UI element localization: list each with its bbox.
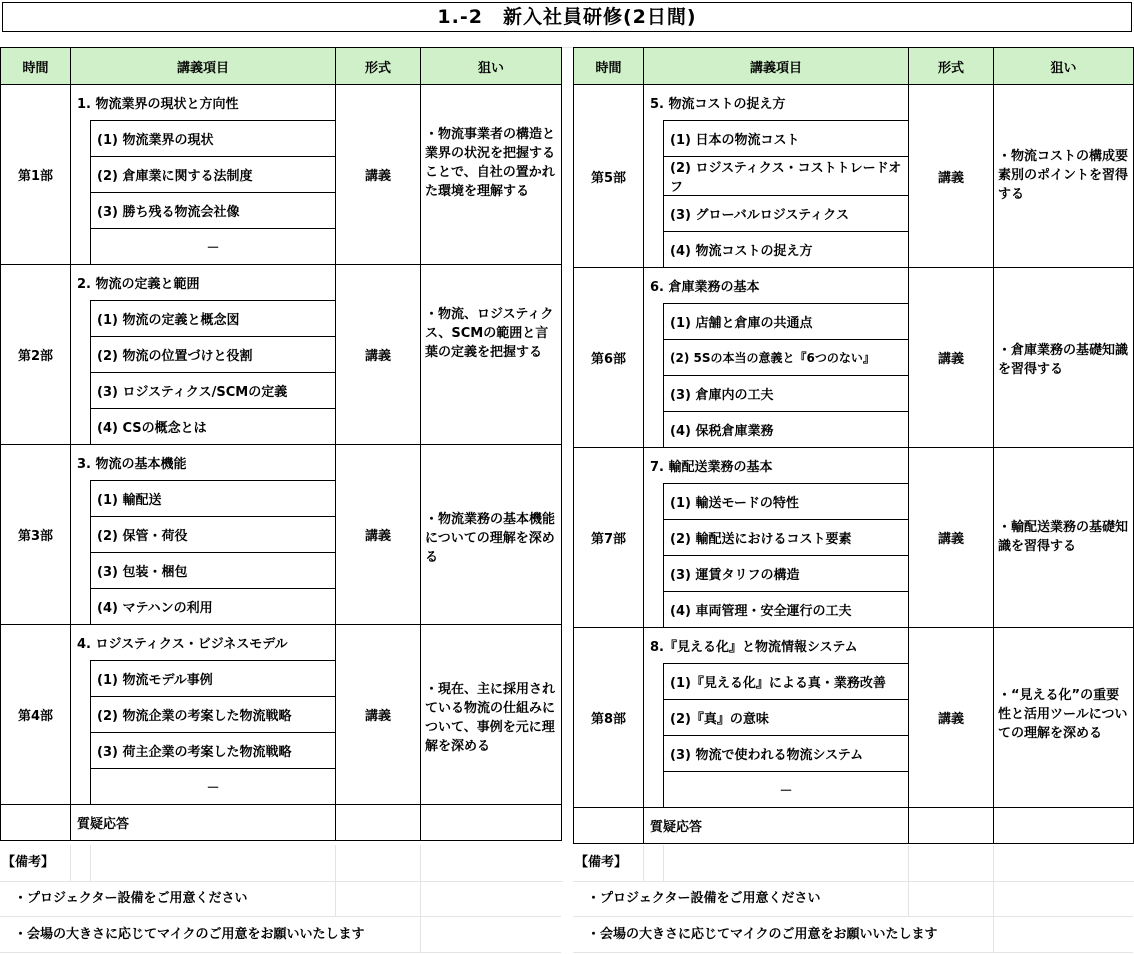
sub-item: (1) 輸配送 xyxy=(91,481,336,517)
sub-item: (3) 包装・梱包 xyxy=(91,553,336,589)
sub-item: (1) 物流の定義と概念図 xyxy=(91,301,336,337)
section-row xyxy=(1,85,562,121)
session-part: 第3部 xyxy=(1,445,71,625)
format-cell: 講義 xyxy=(909,85,994,268)
sub-item: (2) 保管・荷役 xyxy=(91,517,336,553)
schedule-table-right xyxy=(573,47,1134,844)
session-part: 第8部 xyxy=(574,628,644,808)
goal-cell xyxy=(421,85,562,265)
goal-text: ・輸配送業務の基礎知識を習得する xyxy=(998,520,1129,554)
section-title: 2. 物流の定義と範囲 xyxy=(71,265,336,301)
header-topic: 講義項目 xyxy=(71,48,336,85)
section-row xyxy=(1,445,562,481)
session-part: 第6部 xyxy=(574,268,644,448)
section-row xyxy=(574,628,1134,664)
notes-right xyxy=(573,845,1133,953)
header-row xyxy=(574,48,1134,85)
session-part: 第5部 xyxy=(574,85,644,268)
goal-text: ・“見える化”の重要性と活用ツールについての理解を深める xyxy=(998,688,1128,741)
header-goal: 狙い xyxy=(994,48,1134,85)
goal-text: ・現在、主に採用されている物流の仕組みについて、事例を元に理解を深める xyxy=(425,682,556,754)
note-line: ・会場の大きさに応じてマイクのご用意をお願いいたします xyxy=(573,917,1133,953)
sub-item: － xyxy=(664,772,909,808)
header-goal: 狙い xyxy=(421,48,562,85)
section-title: 5. 物流コストの捉え方 xyxy=(644,85,909,121)
sub-item: (1) 日本の物流コスト xyxy=(664,121,909,157)
goal-cell xyxy=(421,445,562,625)
section-title: 7. 輸配送業務の基本 xyxy=(644,448,909,484)
format-cell: 講義 xyxy=(336,85,421,265)
goal-cell xyxy=(421,265,562,445)
page-title: 1.-2 新入社員研修(2日間) xyxy=(2,2,1132,32)
spacer-row xyxy=(0,31,1134,48)
sub-item: － xyxy=(91,229,336,265)
goal-text: ・物流事業者の構造と業界の状況を把握することで、自社の置かれた環境を理解する xyxy=(425,127,556,199)
section-row xyxy=(574,85,1134,121)
sub-item: (1) 物流モデル事例 xyxy=(91,661,336,697)
sub-item: (2) 5Sの本当の意義と『6つのない』 xyxy=(664,340,909,376)
sub-item: (2) 物流の位置づけと役割 xyxy=(91,337,336,373)
goal-cell xyxy=(994,268,1134,448)
goal-text: ・倉庫業務の基礎知識を習得する xyxy=(998,343,1129,377)
sub-item: (1)『見える化』による真・業務改善 xyxy=(664,664,909,700)
session-part: 第7部 xyxy=(574,448,644,628)
sub-item: (3) 荷主企業の考案した物流戦略 xyxy=(91,733,336,769)
sub-item: (3) グローバルロジスティクス xyxy=(664,196,909,232)
header-row xyxy=(1,48,562,85)
note-line: ・プロジェクター設備をご用意ください xyxy=(0,881,561,917)
section-title: 3. 物流の基本機能 xyxy=(71,445,336,481)
format-cell: 講義 xyxy=(336,445,421,625)
format-cell: 講義 xyxy=(336,625,421,805)
sub-item: (4) 物流コストの捉え方 xyxy=(664,232,909,268)
goal-cell xyxy=(994,448,1134,628)
goal-text: ・物流業務の基本機能についての理解を深める xyxy=(425,512,556,565)
format-cell: 講義 xyxy=(336,265,421,445)
sub-item: － xyxy=(91,769,336,805)
session-part: 第1部 xyxy=(1,85,71,265)
sub-item: (4) CSの概念とは xyxy=(91,409,336,445)
goal-cell xyxy=(994,85,1134,268)
notes-left xyxy=(0,845,561,953)
header-time: 時間 xyxy=(574,48,644,85)
sub-item: (2) 倉庫業に関する法制度 xyxy=(91,157,336,193)
goal-text: ・物流コストの構成要素別のポイントを習得する xyxy=(998,149,1129,202)
sub-item: (4) マテハンの利用 xyxy=(91,589,336,625)
section-title: 1. 物流業界の現状と方向性 xyxy=(71,85,336,121)
sub-item: (1) 輸送モードの特性 xyxy=(664,484,909,520)
section-row xyxy=(1,265,562,301)
qa-label: 質疑応答 xyxy=(644,808,909,844)
note-line: ・プロジェクター設備をご用意ください xyxy=(573,881,1133,917)
section-title: 4. ロジスティクス・ビジネスモデル xyxy=(71,625,336,661)
header-format: 形式 xyxy=(909,48,994,85)
sub-item: (4) 車両管理・安全運行の工夫 xyxy=(664,592,909,628)
header-time: 時間 xyxy=(1,48,71,85)
header-topic: 講義項目 xyxy=(644,48,909,85)
sub-item: (2)『真』の意味 xyxy=(664,700,909,736)
section-title: 8.『見える化』と物流情報システム xyxy=(644,628,909,664)
section-row xyxy=(574,448,1134,484)
note-line: ・会場の大きさに応じてマイクのご用意をお願いいたします xyxy=(0,917,561,953)
qa-row xyxy=(574,808,1134,844)
sub-item: (2) ロジスティクス・コストトレードオフ xyxy=(664,157,909,196)
sub-item: (3) ロジスティクス/SCMの定義 xyxy=(91,373,336,409)
section-title: 6. 倉庫業務の基本 xyxy=(644,268,909,304)
section-row xyxy=(574,268,1134,304)
session-part: 第4部 xyxy=(1,625,71,805)
section-row xyxy=(1,625,562,661)
sub-item: (3) 物流で使われる物流システム xyxy=(664,736,909,772)
format-cell: 講義 xyxy=(909,448,994,628)
goal-cell xyxy=(421,625,562,805)
goal-cell xyxy=(994,628,1134,808)
format-cell: 講義 xyxy=(909,268,994,448)
notes-heading: 【備考】 xyxy=(573,845,1134,882)
sub-item: (3) 運賃タリフの構造 xyxy=(664,556,909,592)
sub-item: (1) 店舗と倉庫の共通点 xyxy=(664,304,909,340)
sub-item: (3) 勝ち残る物流会社像 xyxy=(91,193,336,229)
sub-item: (4) 保税倉庫業務 xyxy=(664,412,909,448)
format-cell: 講義 xyxy=(909,628,994,808)
sub-item: (3) 倉庫内の工夫 xyxy=(664,376,909,412)
header-format: 形式 xyxy=(336,48,421,85)
qa-label: 質疑応答 xyxy=(71,805,336,841)
qa-row xyxy=(1,805,562,841)
session-part: 第2部 xyxy=(1,265,71,445)
schedule-table-left xyxy=(0,47,562,841)
sub-item: (2) 物流企業の考案した物流戦略 xyxy=(91,697,336,733)
sub-item: (1) 物流業界の現状 xyxy=(91,121,336,157)
sub-item: (2) 輸配送におけるコスト要素 xyxy=(664,520,909,556)
notes-heading: 【備考】 xyxy=(0,845,563,882)
goal-text: ・物流、ロジスティクス、SCMの範囲と言葉の定義を把握する xyxy=(425,307,554,360)
